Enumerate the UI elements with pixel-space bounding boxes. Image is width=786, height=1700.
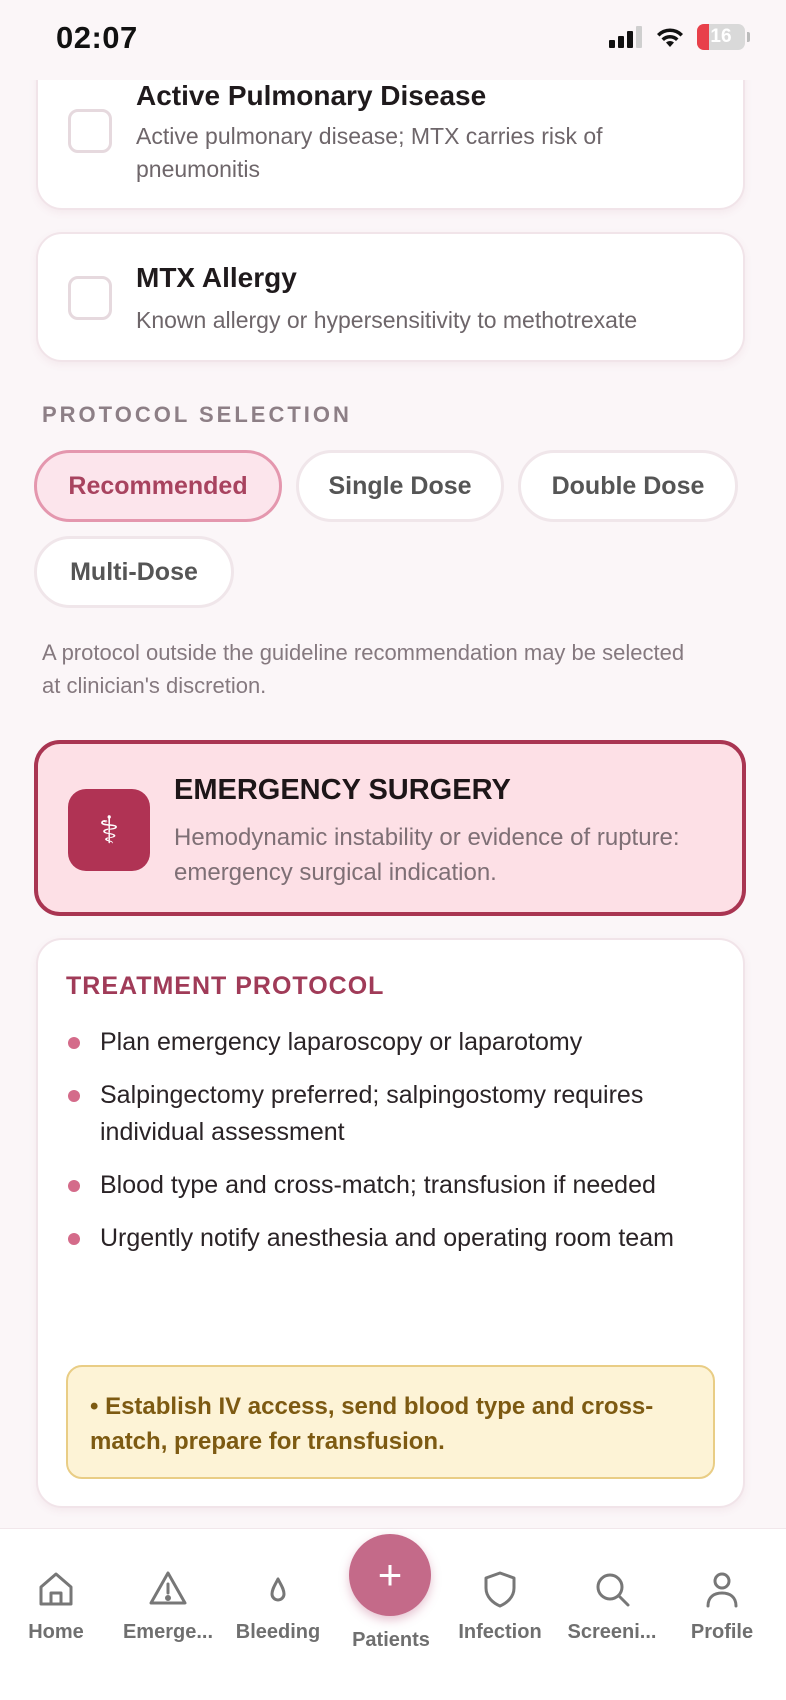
protocol-option-multi-dose[interactable]: Multi-Dose (34, 536, 234, 608)
treatment-protocol-title: TREATMENT PROTOCOL (66, 972, 385, 1000)
criterion-checkbox[interactable] (68, 109, 112, 153)
protocol-option-recommended[interactable]: Recommended (34, 450, 282, 522)
status-icons (609, 24, 750, 50)
wifi-icon (655, 26, 685, 48)
nav-item-profile[interactable] (666, 1569, 778, 1644)
list-item: Blood type and cross-match; transfusion if needed (66, 1167, 715, 1204)
bullet-icon (68, 1180, 80, 1192)
criterion-checkbox[interactable] (68, 276, 112, 320)
list-item: Urgently notify anesthesia and operating room team (66, 1220, 715, 1257)
nav-item-home[interactable] (0, 1569, 112, 1644)
add-patient-button[interactable] (349, 1534, 431, 1616)
criterion-title: MTX Allergy (136, 262, 297, 293)
nav-label: Emerge... (122, 1621, 214, 1643)
criterion-description: Active pulmonary disease; MTX carries risk of pneumonitis (136, 123, 603, 182)
plus-icon: + (377, 1551, 403, 1598)
signal-icon (609, 26, 643, 48)
shield-icon (480, 1569, 520, 1609)
treatment-list (66, 1024, 715, 1273)
protocol-option-single-dose[interactable]: Single Dose (296, 450, 504, 522)
drop-icon (258, 1569, 298, 1609)
bullet-icon (68, 1090, 80, 1102)
criterion-description: Known allergy or hypersensitivity to methotrexate (136, 307, 638, 333)
warning-icon (148, 1569, 188, 1609)
bullet-icon (68, 1233, 80, 1245)
home-icon (36, 1569, 76, 1609)
nav-label: Bleeding (235, 1621, 321, 1643)
battery-icon (697, 24, 745, 50)
battery-level: 16 (710, 26, 732, 47)
nav-label: Profile (690, 1621, 754, 1643)
alert-title: EMERGENCY SURGERY (174, 774, 511, 806)
nav-label: Screeni... (567, 1621, 657, 1643)
nav-label: Home (28, 1621, 84, 1643)
protocol-selection-label: PROTOCOL SELECTION (42, 402, 352, 427)
status-time: 02:07 (56, 20, 138, 55)
nav-item-patients-label[interactable]: Patients (352, 1629, 430, 1651)
emergency-surgery-alert (34, 740, 746, 916)
nav-item-bleeding[interactable] (222, 1569, 334, 1644)
search-icon (592, 1569, 632, 1609)
list-item: Plan emergency laparoscopy or laparotomy (66, 1024, 715, 1061)
nav-item-emergency[interactable] (112, 1569, 224, 1644)
status-bar (0, 0, 786, 80)
alert-description: Hemodynamic instability or evidence of rupture: emergency surgical indication. (174, 824, 680, 886)
nav-label: Infection (458, 1621, 542, 1643)
caduceus-icon: ⚕ (68, 789, 150, 871)
protocol-option-double-dose[interactable]: Double Dose (518, 450, 738, 522)
user-icon (702, 1569, 742, 1609)
list-item: Salpingectomy preferred; salpingostomy requires individual assessment (66, 1077, 715, 1151)
bullet-icon (68, 1037, 80, 1049)
nav-item-screening[interactable] (556, 1569, 668, 1644)
warning-box: • Establish IV access, send blood type and cross-match, prepare for transfusion. (66, 1365, 715, 1479)
criterion-title: Active Pulmonary Disease (136, 80, 487, 111)
criterion-card-mtx-allergy[interactable] (36, 232, 745, 362)
treatment-protocol-card (36, 938, 745, 1508)
nav-item-infection[interactable] (444, 1569, 556, 1644)
protocol-note: A protocol outside the guideline recommendation may be selected at clinician's discretion. (42, 640, 685, 698)
